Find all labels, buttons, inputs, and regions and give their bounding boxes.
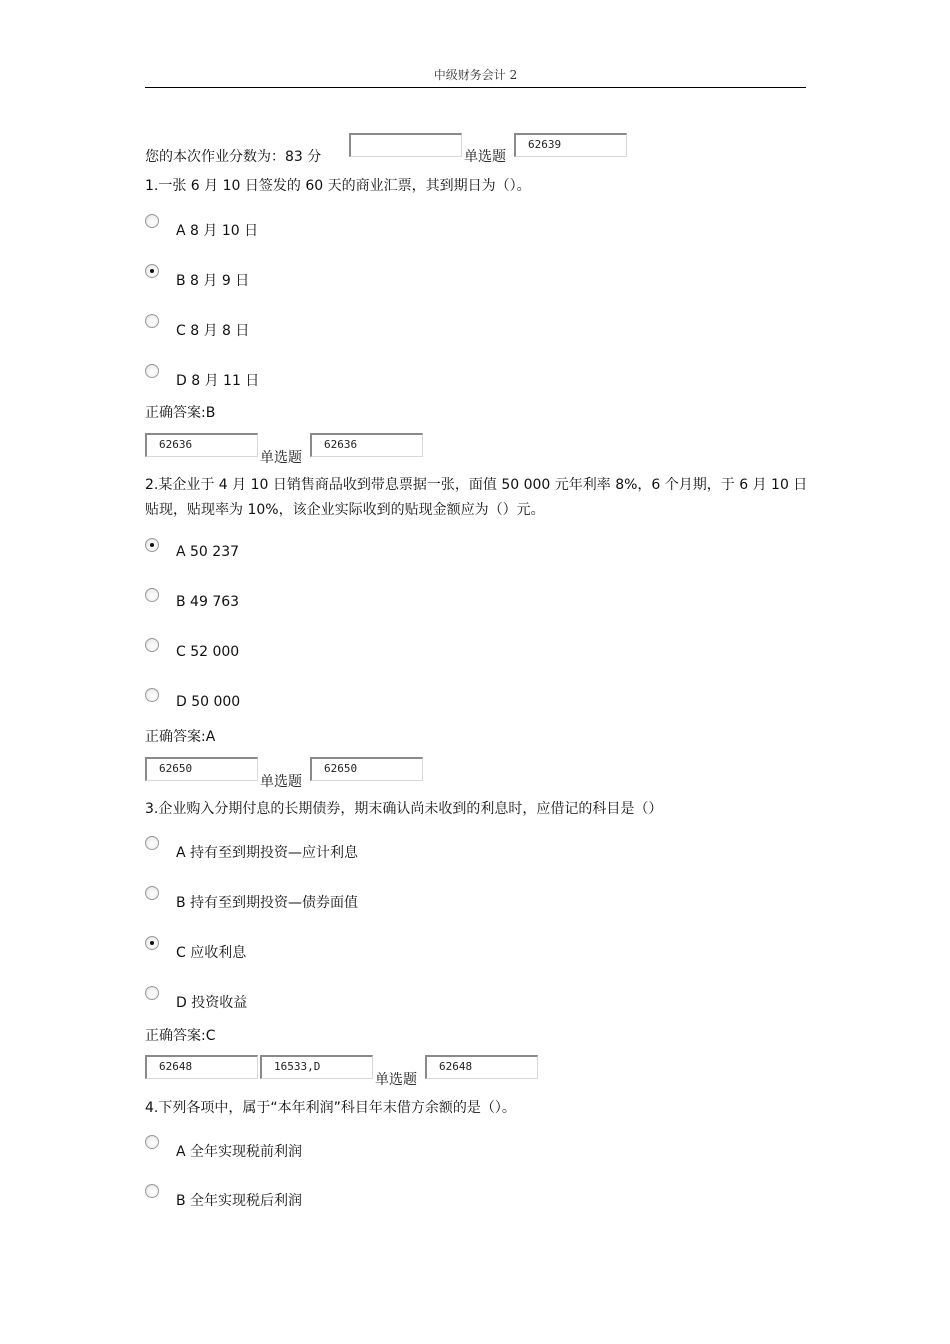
q2-option-b-label: B 49 763 xyxy=(176,594,240,610)
question-type-label: 单选题 xyxy=(260,774,302,790)
q4-option-a-radio[interactable] xyxy=(145,1135,159,1149)
q3-option-d-label: D 投资收益 xyxy=(176,995,248,1011)
radio-dot-icon xyxy=(150,941,154,945)
q2-option-a-label: A 50 237 xyxy=(176,544,240,560)
q3-response-field[interactable]: 16533,D xyxy=(260,1055,373,1079)
header-rule xyxy=(145,87,806,88)
radio-dot-icon xyxy=(150,269,154,273)
q4-option-b-label: B 全年实现税后利润 xyxy=(176,1193,303,1209)
question-1-text: 1.一张 6 月 10 日签发的 60 天的商业汇票，其到期日为（）。 xyxy=(145,178,531,194)
q4-id-field[interactable]: 62648 xyxy=(425,1055,538,1079)
score-input[interactable] xyxy=(349,133,462,157)
q1-option-a-label: A 8 月 10 日 xyxy=(176,223,259,239)
question-type-label: 单选题 xyxy=(464,149,506,165)
q2-option-a-radio[interactable] xyxy=(145,538,159,552)
q1-option-b-radio[interactable] xyxy=(145,264,159,278)
q1-option-d-radio[interactable] xyxy=(145,364,159,378)
q2-correct-answer: 正确答案:A xyxy=(145,729,216,745)
q3-after-id-field[interactable]: 62648 xyxy=(145,1055,258,1079)
q3-option-c-radio[interactable] xyxy=(145,936,159,950)
q4-option-a-label: A 全年实现税前利润 xyxy=(176,1144,303,1160)
q3-id-field[interactable]: 62650 xyxy=(310,757,423,781)
q2-option-c-radio[interactable] xyxy=(145,638,159,652)
q4-option-b-radio[interactable] xyxy=(145,1184,159,1198)
q2-id-field[interactable]: 62636 xyxy=(310,433,423,457)
question-type-label: 单选题 xyxy=(260,450,302,466)
q3-option-a-radio[interactable] xyxy=(145,836,159,850)
q3-option-d-radio[interactable] xyxy=(145,986,159,1000)
score-label: 您的本次作业分数为：83 分 xyxy=(145,149,322,165)
q3-correct-answer: 正确答案:C xyxy=(145,1028,216,1044)
q3-option-b-label: B 持有至到期投资—债券面值 xyxy=(176,895,359,911)
q1-option-c-label: C 8 月 8 日 xyxy=(176,323,250,339)
q1-option-d-label: D 8 月 11 日 xyxy=(176,373,260,389)
question-type-label: 单选题 xyxy=(375,1072,417,1088)
q3-option-b-radio[interactable] xyxy=(145,886,159,900)
q2-option-d-label: D 50 000 xyxy=(176,694,241,710)
q1-option-b-label: B 8 月 9 日 xyxy=(176,273,250,289)
question-id-field[interactable]: 62639 xyxy=(514,133,627,157)
q1-option-c-radio[interactable] xyxy=(145,314,159,328)
q2-option-c-label: C 52 000 xyxy=(176,644,240,660)
q3-option-a-label: A 持有至到期投资—应计利息 xyxy=(176,845,359,861)
question-3-text: 3.企业购入分期付息的长期债券，期末确认尚未收到的利息时，应借记的科目是（） xyxy=(145,801,663,817)
q1-id-field[interactable]: 62636 xyxy=(145,433,258,457)
q3-option-c-label: C 应收利息 xyxy=(176,945,247,961)
q2-option-b-radio[interactable] xyxy=(145,588,159,602)
q1-correct-answer: 正确答案:B xyxy=(145,405,216,421)
radio-dot-icon xyxy=(150,543,154,547)
q2-option-d-radio[interactable] xyxy=(145,688,159,702)
page-header: 中级财务会计 2 xyxy=(433,68,518,82)
q2-after-id-field[interactable]: 62650 xyxy=(145,757,258,781)
q1-option-a-radio[interactable] xyxy=(145,214,159,228)
question-2-text: 2.某企业于 4 月 10 日销售商品收到带息票据一张，面值 50 000 元年利率 8%，6 个月期，于 6 月 10 日贴现，贴现率为 10%，该企业实际收到的贴现金额应为（）元。 xyxy=(145,477,808,518)
question-4-text: 4.下列各项中，属于“本年利润”科目年末借方余额的是（）。 xyxy=(145,1100,516,1116)
